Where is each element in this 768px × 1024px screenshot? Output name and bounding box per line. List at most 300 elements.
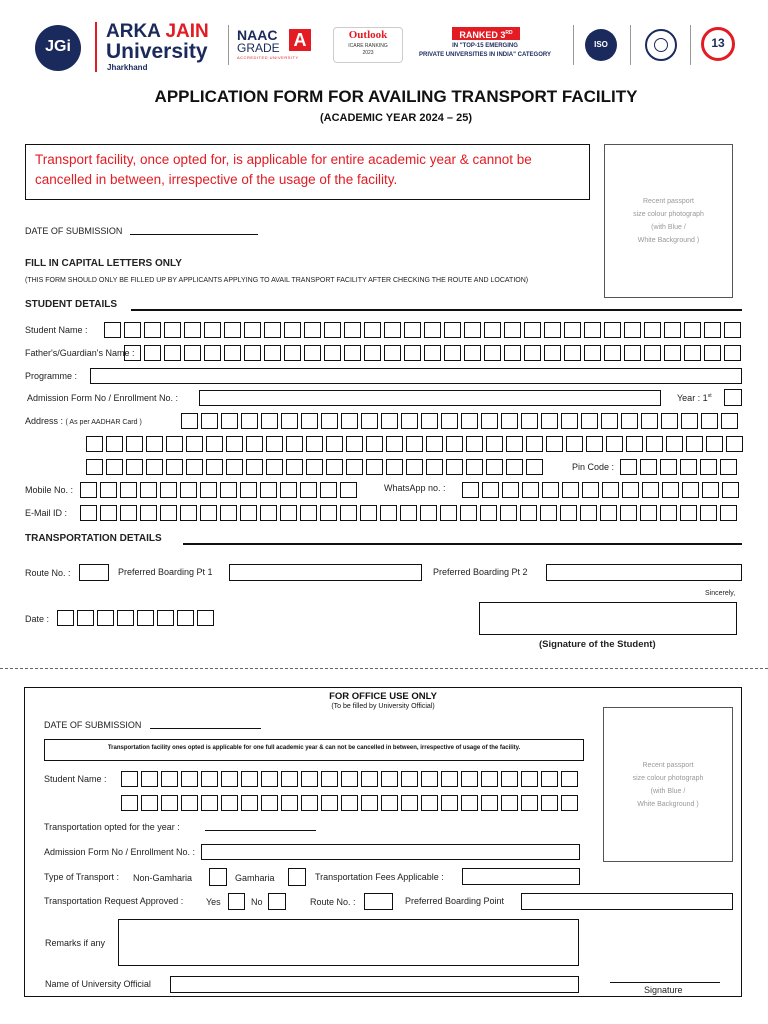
char-box[interactable]: [264, 345, 281, 361]
char-box[interactable]: [140, 482, 157, 498]
char-box[interactable]: [184, 322, 201, 338]
char-box[interactable]: [186, 459, 203, 475]
student-signature-field[interactable]: [479, 602, 737, 635]
char-box[interactable]: [640, 459, 657, 475]
char-box[interactable]: [80, 482, 97, 498]
char-box[interactable]: [520, 505, 537, 521]
char-box[interactable]: [604, 322, 621, 338]
char-box[interactable]: [86, 436, 103, 452]
char-box[interactable]: [501, 413, 518, 429]
char-box[interactable]: [384, 322, 401, 338]
char-box[interactable]: [226, 459, 243, 475]
char-box[interactable]: [160, 482, 177, 498]
char-box[interactable]: [246, 459, 263, 475]
char-box[interactable]: [426, 459, 443, 475]
char-box[interactable]: [106, 459, 123, 475]
char-box[interactable]: [121, 771, 138, 787]
char-box[interactable]: [261, 795, 278, 811]
address-boxes-line2[interactable]: [86, 436, 743, 452]
char-box[interactable]: [324, 322, 341, 338]
char-box[interactable]: [660, 505, 677, 521]
char-box[interactable]: [484, 322, 501, 338]
char-box[interactable]: [521, 795, 538, 811]
char-box[interactable]: [562, 482, 579, 498]
char-box[interactable]: [441, 413, 458, 429]
char-box[interactable]: [177, 610, 194, 626]
char-box[interactable]: [561, 795, 578, 811]
char-box[interactable]: [406, 436, 423, 452]
char-box[interactable]: [141, 771, 158, 787]
char-box[interactable]: [481, 413, 498, 429]
char-box[interactable]: [166, 459, 183, 475]
char-box[interactable]: [124, 322, 141, 338]
char-box[interactable]: [80, 505, 97, 521]
char-box[interactable]: [440, 505, 457, 521]
office-gamharia-checkbox[interactable]: [288, 868, 306, 886]
programme-field[interactable]: [90, 368, 742, 384]
char-box[interactable]: [441, 771, 458, 787]
char-box[interactable]: [406, 459, 423, 475]
char-box[interactable]: [241, 795, 258, 811]
char-box[interactable]: [321, 413, 338, 429]
char-box[interactable]: [584, 322, 601, 338]
char-box[interactable]: [326, 436, 343, 452]
char-box[interactable]: [586, 436, 603, 452]
char-box[interactable]: [120, 482, 137, 498]
char-box[interactable]: [160, 505, 177, 521]
boarding-pt1-field[interactable]: [229, 564, 422, 581]
char-box[interactable]: [161, 771, 178, 787]
char-box[interactable]: [686, 436, 703, 452]
email-boxes[interactable]: [80, 505, 737, 521]
char-box[interactable]: [246, 436, 263, 452]
char-box[interactable]: [640, 505, 657, 521]
char-box[interactable]: [326, 459, 343, 475]
char-box[interactable]: [206, 436, 223, 452]
char-box[interactable]: [701, 413, 718, 429]
office-official-field[interactable]: [170, 976, 579, 993]
char-box[interactable]: [180, 505, 197, 521]
char-box[interactable]: [197, 610, 214, 626]
whatsapp-boxes[interactable]: [462, 482, 739, 498]
char-box[interactable]: [441, 795, 458, 811]
char-box[interactable]: [301, 771, 318, 787]
char-box[interactable]: [721, 413, 738, 429]
char-box[interactable]: [501, 795, 518, 811]
char-box[interactable]: [281, 795, 298, 811]
char-box[interactable]: [137, 610, 154, 626]
char-box[interactable]: [380, 505, 397, 521]
char-box[interactable]: [466, 459, 483, 475]
char-box[interactable]: [521, 771, 538, 787]
char-box[interactable]: [146, 436, 163, 452]
char-box[interactable]: [502, 482, 519, 498]
char-box[interactable]: [104, 322, 121, 338]
char-box[interactable]: [364, 345, 381, 361]
char-box[interactable]: [541, 795, 558, 811]
char-box[interactable]: [604, 345, 621, 361]
char-box[interactable]: [444, 322, 461, 338]
char-box[interactable]: [261, 771, 278, 787]
char-box[interactable]: [381, 795, 398, 811]
char-box[interactable]: [260, 505, 277, 521]
char-box[interactable]: [681, 413, 698, 429]
char-box[interactable]: [620, 459, 637, 475]
char-box[interactable]: [642, 482, 659, 498]
char-box[interactable]: [144, 322, 161, 338]
date-of-submission-field[interactable]: [130, 222, 258, 235]
char-box[interactable]: [524, 345, 541, 361]
char-box[interactable]: [224, 345, 241, 361]
char-box[interactable]: [682, 482, 699, 498]
char-box[interactable]: [500, 505, 517, 521]
char-box[interactable]: [124, 345, 141, 361]
char-box[interactable]: [201, 413, 218, 429]
char-box[interactable]: [464, 322, 481, 338]
char-box[interactable]: [504, 345, 521, 361]
char-box[interactable]: [57, 610, 74, 626]
char-box[interactable]: [300, 482, 317, 498]
student-name-boxes[interactable]: [104, 322, 741, 338]
office-boarding-field[interactable]: [521, 893, 733, 910]
char-box[interactable]: [220, 482, 237, 498]
char-box[interactable]: [360, 505, 377, 521]
char-box[interactable]: [166, 436, 183, 452]
char-box[interactable]: [446, 459, 463, 475]
char-box[interactable]: [144, 345, 161, 361]
char-box[interactable]: [544, 345, 561, 361]
char-box[interactable]: [421, 771, 438, 787]
char-box[interactable]: [461, 413, 478, 429]
char-box[interactable]: [541, 771, 558, 787]
char-box[interactable]: [460, 505, 477, 521]
char-box[interactable]: [684, 322, 701, 338]
char-box[interactable]: [566, 436, 583, 452]
char-box[interactable]: [726, 436, 743, 452]
char-box[interactable]: [240, 505, 257, 521]
char-box[interactable]: [504, 322, 521, 338]
char-box[interactable]: [666, 436, 683, 452]
char-box[interactable]: [542, 482, 559, 498]
char-box[interactable]: [486, 436, 503, 452]
char-box[interactable]: [341, 413, 358, 429]
char-box[interactable]: [100, 482, 117, 498]
char-box[interactable]: [186, 436, 203, 452]
char-box[interactable]: [221, 795, 238, 811]
char-box[interactable]: [581, 413, 598, 429]
char-box[interactable]: [644, 322, 661, 338]
char-box[interactable]: [100, 505, 117, 521]
char-box[interactable]: [486, 459, 503, 475]
char-box[interactable]: [181, 771, 198, 787]
char-box[interactable]: [444, 345, 461, 361]
char-box[interactable]: [700, 459, 717, 475]
char-box[interactable]: [622, 482, 639, 498]
office-no-checkbox[interactable]: [268, 893, 286, 910]
char-box[interactable]: [722, 482, 739, 498]
char-box[interactable]: [301, 795, 318, 811]
char-box[interactable]: [420, 505, 437, 521]
char-box[interactable]: [521, 413, 538, 429]
char-box[interactable]: [140, 505, 157, 521]
char-box[interactable]: [564, 345, 581, 361]
char-box[interactable]: [664, 345, 681, 361]
char-box[interactable]: [401, 771, 418, 787]
char-box[interactable]: [461, 795, 478, 811]
char-box[interactable]: [704, 345, 721, 361]
char-box[interactable]: [561, 771, 578, 787]
office-student-name-boxes-1[interactable]: [121, 771, 578, 787]
char-box[interactable]: [624, 322, 641, 338]
route-no-field[interactable]: [79, 564, 109, 581]
office-yes-checkbox[interactable]: [228, 893, 245, 910]
char-box[interactable]: [346, 436, 363, 452]
char-box[interactable]: [244, 345, 261, 361]
char-box[interactable]: [524, 322, 541, 338]
char-box[interactable]: [724, 345, 741, 361]
char-box[interactable]: [664, 322, 681, 338]
char-box[interactable]: [704, 322, 721, 338]
char-box[interactable]: [346, 459, 363, 475]
char-box[interactable]: [341, 771, 358, 787]
office-student-name-boxes-2[interactable]: [121, 795, 578, 811]
char-box[interactable]: [204, 345, 221, 361]
char-box[interactable]: [546, 436, 563, 452]
char-box[interactable]: [680, 459, 697, 475]
char-box[interactable]: [580, 505, 597, 521]
char-box[interactable]: [541, 413, 558, 429]
char-box[interactable]: [381, 413, 398, 429]
char-box[interactable]: [300, 505, 317, 521]
char-box[interactable]: [206, 459, 223, 475]
char-box[interactable]: [706, 436, 723, 452]
char-box[interactable]: [366, 436, 383, 452]
char-box[interactable]: [281, 413, 298, 429]
char-box[interactable]: [221, 413, 238, 429]
char-box[interactable]: [644, 345, 661, 361]
office-fees-field[interactable]: [462, 868, 580, 885]
char-box[interactable]: [164, 345, 181, 361]
char-box[interactable]: [424, 322, 441, 338]
char-box[interactable]: [660, 459, 677, 475]
char-box[interactable]: [126, 436, 143, 452]
office-date-of-submission-field[interactable]: [150, 716, 261, 729]
char-box[interactable]: [184, 345, 201, 361]
char-box[interactable]: [260, 482, 277, 498]
char-box[interactable]: [602, 482, 619, 498]
char-box[interactable]: [306, 459, 323, 475]
char-box[interactable]: [720, 505, 737, 521]
char-box[interactable]: [286, 459, 303, 475]
char-box[interactable]: [484, 345, 501, 361]
char-box[interactable]: [624, 345, 641, 361]
char-box[interactable]: [600, 505, 617, 521]
char-box[interactable]: [421, 795, 438, 811]
char-box[interactable]: [462, 482, 479, 498]
office-non-gamharia-checkbox[interactable]: [209, 868, 227, 886]
char-box[interactable]: [426, 436, 443, 452]
char-box[interactable]: [526, 436, 543, 452]
char-box[interactable]: [106, 436, 123, 452]
char-box[interactable]: [240, 482, 257, 498]
office-opted-year-field[interactable]: [205, 818, 316, 831]
char-box[interactable]: [680, 505, 697, 521]
char-box[interactable]: [584, 345, 601, 361]
char-box[interactable]: [264, 322, 281, 338]
char-box[interactable]: [400, 505, 417, 521]
char-box[interactable]: [340, 505, 357, 521]
char-box[interactable]: [117, 610, 134, 626]
char-box[interactable]: [606, 436, 623, 452]
char-box[interactable]: [381, 771, 398, 787]
char-box[interactable]: [646, 436, 663, 452]
char-box[interactable]: [280, 505, 297, 521]
char-box[interactable]: [464, 345, 481, 361]
char-box[interactable]: [284, 322, 301, 338]
char-box[interactable]: [324, 345, 341, 361]
char-box[interactable]: [582, 482, 599, 498]
char-box[interactable]: [361, 771, 378, 787]
char-box[interactable]: [224, 322, 241, 338]
char-box[interactable]: [157, 610, 174, 626]
char-box[interactable]: [720, 459, 737, 475]
boarding-pt2-field[interactable]: [546, 564, 742, 581]
char-box[interactable]: [601, 413, 618, 429]
char-box[interactable]: [241, 771, 258, 787]
char-box[interactable]: [564, 322, 581, 338]
char-box[interactable]: [561, 413, 578, 429]
char-box[interactable]: [320, 505, 337, 521]
char-box[interactable]: [384, 345, 401, 361]
char-box[interactable]: [386, 436, 403, 452]
char-box[interactable]: [364, 322, 381, 338]
char-box[interactable]: [221, 771, 238, 787]
char-box[interactable]: [280, 482, 297, 498]
char-box[interactable]: [266, 459, 283, 475]
char-box[interactable]: [421, 413, 438, 429]
office-admission-field[interactable]: [201, 844, 580, 860]
char-box[interactable]: [522, 482, 539, 498]
char-box[interactable]: [126, 459, 143, 475]
char-box[interactable]: [344, 345, 361, 361]
char-box[interactable]: [146, 459, 163, 475]
address-boxes-line3[interactable]: [86, 459, 543, 475]
char-box[interactable]: [321, 771, 338, 787]
char-box[interactable]: [120, 505, 137, 521]
char-box[interactable]: [481, 795, 498, 811]
date-boxes[interactable]: [57, 610, 214, 626]
char-box[interactable]: [361, 795, 378, 811]
char-box[interactable]: [304, 322, 321, 338]
char-box[interactable]: [86, 459, 103, 475]
char-box[interactable]: [506, 436, 523, 452]
char-box[interactable]: [361, 413, 378, 429]
char-box[interactable]: [320, 482, 337, 498]
char-box[interactable]: [386, 459, 403, 475]
char-box[interactable]: [121, 795, 138, 811]
pin-code-boxes[interactable]: [620, 459, 737, 475]
char-box[interactable]: [281, 771, 298, 787]
char-box[interactable]: [366, 459, 383, 475]
char-box[interactable]: [526, 459, 543, 475]
char-box[interactable]: [662, 482, 679, 498]
char-box[interactable]: [466, 436, 483, 452]
char-box[interactable]: [244, 322, 261, 338]
char-box[interactable]: [266, 436, 283, 452]
char-box[interactable]: [226, 436, 243, 452]
char-box[interactable]: [200, 505, 217, 521]
char-box[interactable]: [544, 322, 561, 338]
char-box[interactable]: [204, 322, 221, 338]
char-box[interactable]: [684, 345, 701, 361]
char-box[interactable]: [702, 482, 719, 498]
char-box[interactable]: [220, 505, 237, 521]
char-box[interactable]: [506, 459, 523, 475]
guardian-name-boxes[interactable]: [124, 345, 741, 361]
char-box[interactable]: [164, 322, 181, 338]
char-box[interactable]: [241, 413, 258, 429]
char-box[interactable]: [286, 436, 303, 452]
char-box[interactable]: [724, 322, 741, 338]
char-box[interactable]: [141, 795, 158, 811]
char-box[interactable]: [404, 345, 421, 361]
char-box[interactable]: [181, 413, 198, 429]
char-box[interactable]: [306, 436, 323, 452]
char-box[interactable]: [200, 482, 217, 498]
char-box[interactable]: [700, 505, 717, 521]
char-box[interactable]: [180, 482, 197, 498]
char-box[interactable]: [424, 345, 441, 361]
char-box[interactable]: [621, 413, 638, 429]
char-box[interactable]: [77, 610, 94, 626]
office-route-field[interactable]: [364, 893, 393, 910]
char-box[interactable]: [401, 795, 418, 811]
char-box[interactable]: [481, 771, 498, 787]
char-box[interactable]: [482, 482, 499, 498]
char-box[interactable]: [321, 795, 338, 811]
char-box[interactable]: [501, 771, 518, 787]
char-box[interactable]: [201, 795, 218, 811]
char-box[interactable]: [97, 610, 114, 626]
char-box[interactable]: [461, 771, 478, 787]
address-boxes-line1[interactable]: [181, 413, 738, 429]
char-box[interactable]: [344, 322, 361, 338]
char-box[interactable]: [540, 505, 557, 521]
admission-field[interactable]: [199, 390, 661, 406]
char-box[interactable]: [340, 482, 357, 498]
char-box[interactable]: [661, 413, 678, 429]
mobile-boxes[interactable]: [80, 482, 357, 498]
char-box[interactable]: [404, 322, 421, 338]
year-field[interactable]: [724, 389, 742, 406]
char-box[interactable]: [620, 505, 637, 521]
char-box[interactable]: [626, 436, 643, 452]
char-box[interactable]: [284, 345, 301, 361]
char-box[interactable]: [446, 436, 463, 452]
char-box[interactable]: [641, 413, 658, 429]
char-box[interactable]: [480, 505, 497, 521]
char-box[interactable]: [560, 505, 577, 521]
char-box[interactable]: [401, 413, 418, 429]
char-box[interactable]: [304, 345, 321, 361]
char-box[interactable]: [301, 413, 318, 429]
char-box[interactable]: [161, 795, 178, 811]
char-box[interactable]: [341, 795, 358, 811]
office-remarks-field[interactable]: [118, 919, 579, 966]
office-signature-line[interactable]: [610, 970, 720, 983]
char-box[interactable]: [261, 413, 278, 429]
char-box[interactable]: [181, 795, 198, 811]
